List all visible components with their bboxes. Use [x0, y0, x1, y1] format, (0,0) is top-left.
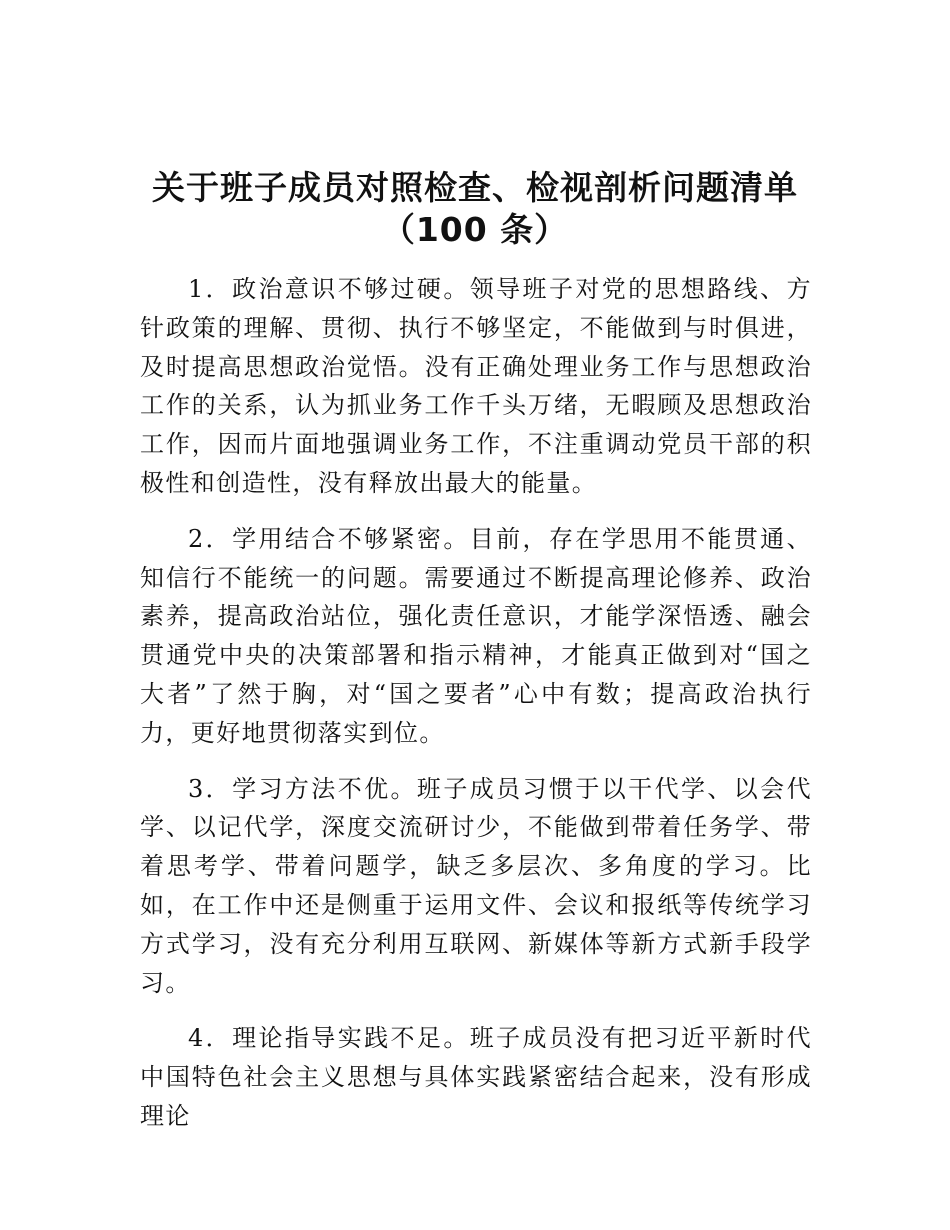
paragraph-text: 政治意识不够过硬。领导班子对党的思想路线、方针政策的理解、贯彻、执行不够坚定，不能做到与时俱进，及时提高思想政治觉悟。没有正确处理业务工作与思想政治工作的关系，认为抓业务工作千头万绪，无暇顾及思想政治工作，因而片面地强调业务工作，不注重调动党员干部的积极性和创造性，没有释放出最大的能量。	[140, 275, 812, 497]
paragraph-text: 学用结合不够紧密。目前，存在学思用不能贯通、知信行不能统一的问题。需要通过不断提高理论修养、政治素养，提高政治站位，强化责任意识，才能学深悟透、融会贯通党中央的决策部署和指示精神，才能真正做到对“国之大者”了然于胸，对“国之要者”心中有数；提高政治执行力，更好地贯彻落实到位。	[140, 524, 812, 747]
document-body	[140, 270, 812, 1136]
paragraph-number: 4．	[188, 1024, 233, 1053]
paragraph-text: 学习方法不优。班子成员习惯于以干代学、以会代学、以记代学，深度交流研讨少，不能做到带着任务学、带着思考学、带着问题学，缺乏多层次、多角度的学习。比如，在工作中还是侧重于运用文件、会议和报纸等传统学习方式学习，没有充分利用互联网、新媒体等新方式新手段学习。	[140, 774, 812, 997]
paragraph-4	[140, 1019, 812, 1135]
paragraph-number: 3．	[188, 774, 233, 803]
paragraph-number: 1．	[188, 275, 233, 303]
paragraph-3	[140, 770, 812, 1003]
paragraph-1	[140, 270, 812, 503]
paragraph-text: 理论指导实践不足。班子成员没有把习近平新时代中国特色社会主义思想与具体实践紧密结合起来，没有形成理论	[140, 1024, 812, 1130]
paragraph-number: 2．	[188, 524, 233, 553]
paragraph-2	[140, 520, 812, 753]
document-title: 关于班子成员对照检查、检视剖析问题清单	[152, 168, 798, 207]
document-subtitle-count: （100 条）	[381, 210, 569, 249]
